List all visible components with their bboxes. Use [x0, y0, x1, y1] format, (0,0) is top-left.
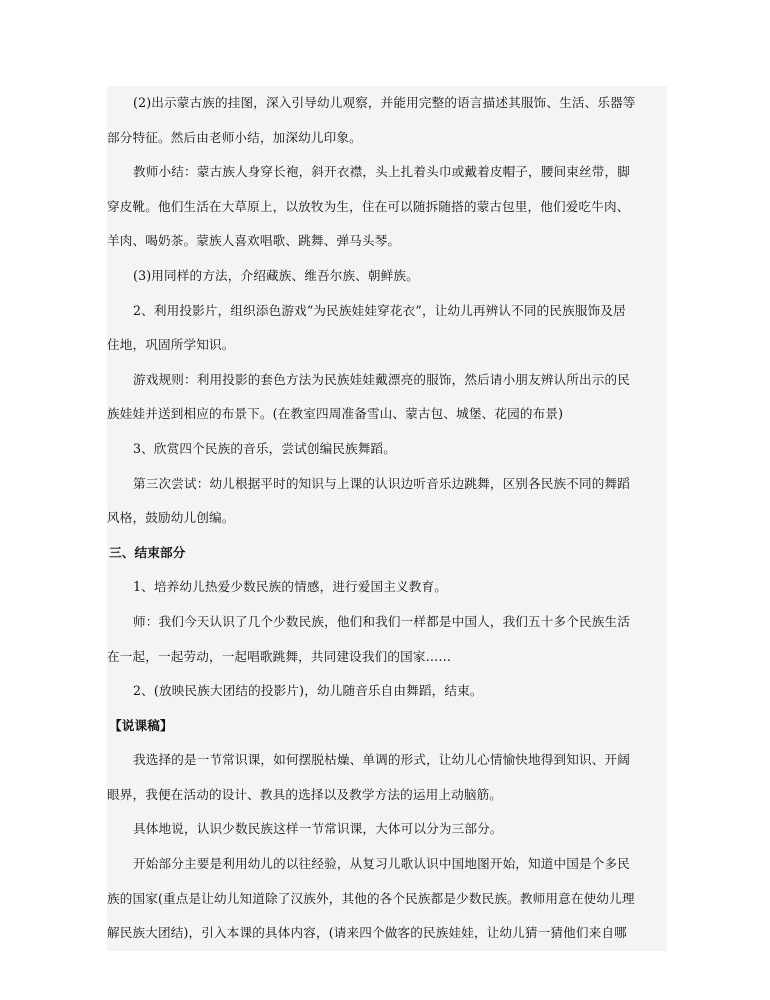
text-line: 穿皮靴。他们生活在大草原上，以放牧为生，住在可以随拆随搭的蒙古包里，他们爱吃牛肉、	[107, 198, 630, 214]
text-line: (2)出示蒙古族的挂图，深入引导幼儿观察，并能用完整的语言描述其服饰、生活、乐器等	[133, 95, 636, 110]
document-body	[107, 86, 667, 951]
text-line: 族娃娃并送到相应的布景下。(在教室四周准备雪山、蒙古包、城堡、花园的布景)	[107, 406, 564, 422]
text-line: 羊肉、喝奶茶。蒙族人喜欢唱歌、跳舞、弹马头琴。	[107, 233, 401, 249]
text-line: 族的国家(重点是让幼儿知道除了汉族外，其他的各个民族都是少数民族。教师用意在使幼儿理	[107, 890, 635, 906]
text-line: 2、利用投影片，组织添色游戏“为民族娃娃穿花衣”，让幼儿再辨认不同的民族服饰及居	[133, 302, 626, 318]
text-line: 具体地说，认识少数民族这样一节常识课，大体可以分为三部分。	[133, 821, 503, 837]
text-line: 2、(放映民族大团结的投影片)，幼儿随音乐自由舞蹈，结束。	[133, 683, 483, 699]
text-line: 我选择的是一节常识课，如何摆脱枯燥、单调的形式，让幼儿心情愉快地得到知识、开阔	[133, 752, 631, 768]
text-line: 3、欣赏四个民族的音乐，尝试创编民族舞蹈。	[133, 440, 397, 456]
section-heading: 【说课稿】	[109, 717, 173, 733]
text-line: 风格，鼓励幼儿创编。	[107, 510, 235, 526]
text-line: 师：我们今天认识了几个少数民族，他们和我们一样都是中国人，我们五十多个民族生活	[133, 613, 631, 629]
text-line: 第三次尝试：幼儿根据平时的知识与上课的认识边听音乐边跳舞，区别各民族不同的舞蹈	[133, 475, 631, 491]
text-line: 解民族大团结)，引入本课的具体内容，(请来四个做客的民族娃娃，让幼儿猜一猜他们来自哪	[107, 925, 627, 941]
text-line: 在一起，一起劳动，一起唱歌跳舞，共同建设我们的国家……	[107, 648, 452, 664]
text-line: (3)用同样的方法，介绍藏族、维吾尔族、朝鲜族。	[133, 267, 419, 283]
text-line: 1、培养幼儿热爱少数民族的情感，进行爱国主义教育。	[133, 579, 448, 595]
text-line: 住地，巩固所学知识。	[107, 337, 235, 353]
section-heading: 三、结束部分	[109, 544, 186, 560]
text-line: 开始部分主要是利用幼儿的以往经验，从复习儿歌认识中国地图开始，知道中国是个多民	[133, 856, 631, 872]
text-line: 部分特征。然后由老师小结，加深幼儿印象。	[107, 129, 362, 145]
text-line: 游戏规则：利用投影的套色方法为民族娃娃戴漂亮的服饰，然后请小朋友辨认所出示的民	[133, 371, 631, 387]
text-line: 眼界，我便在活动的设计、教具的选择以及教学方法的运用上动脑筋。	[107, 786, 503, 802]
text-line: 教师小结：蒙古族人身穿长袍，斜开衣襟，头上扎着头巾或戴着皮帽子，腰间束丝带，脚	[133, 164, 631, 180]
